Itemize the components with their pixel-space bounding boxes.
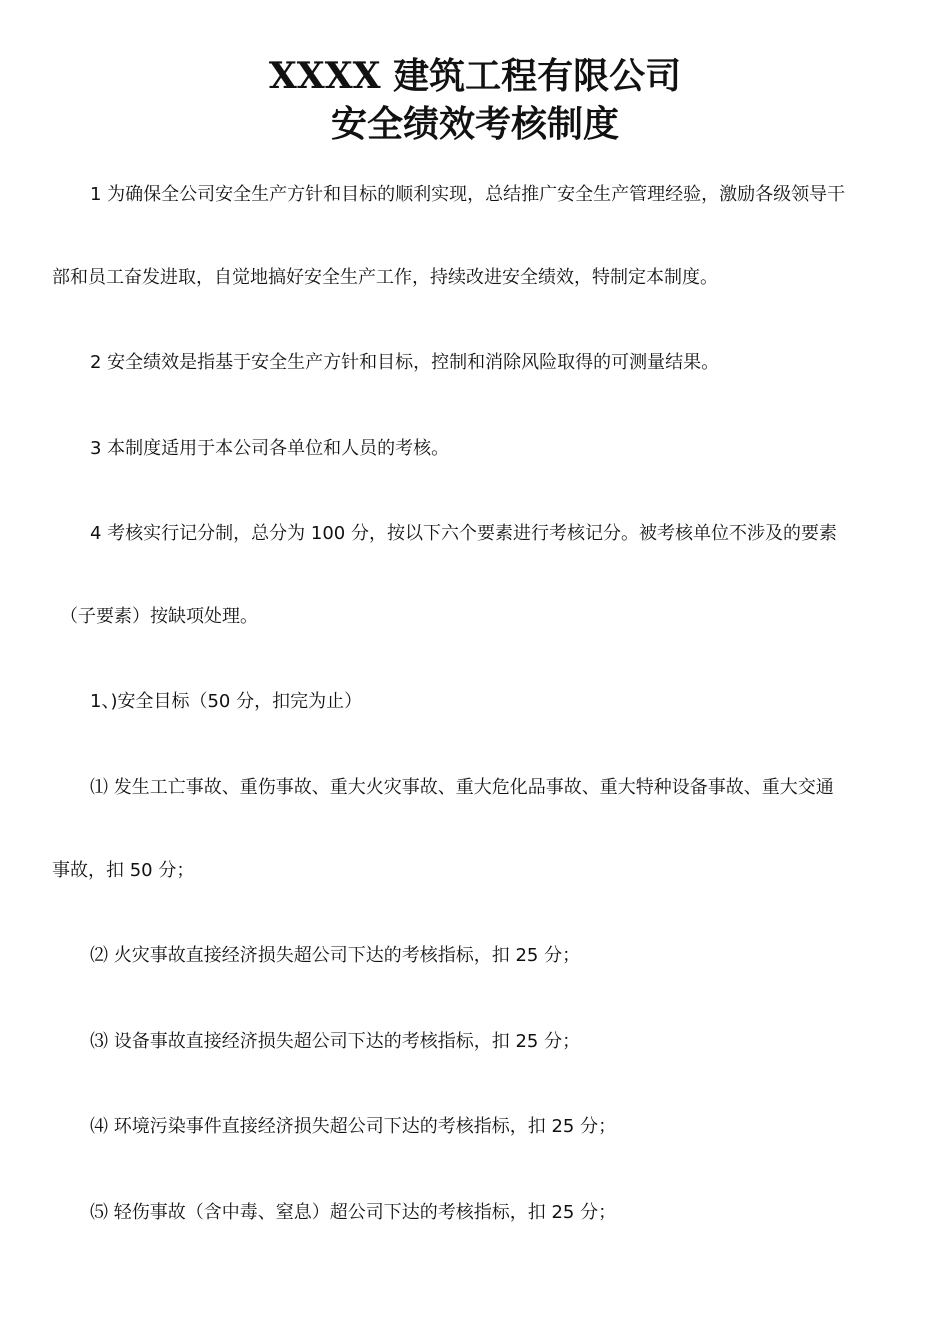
paragraph-4-line-1: 4 考核实行记分制，总分为 100 分，按以下六个要素进行考核记分。被考核单位不涉及的要素 (90, 523, 837, 544)
item-4: ⑷ 环境污染事件直接经济损失超公司下达的考核指标，扣 25 分； (90, 1116, 617, 1137)
paragraph-3: 3 本制度适用于本公司各单位和人员的考核。 (90, 438, 450, 459)
paragraph-2: 2 安全绩效是指基于安全生产方针和目标，控制和消除风险取得的可测量结果。 (90, 352, 720, 373)
item-5: ⑸ 轻伤事故（含中毒、窒息）超公司下达的考核指标，扣 25 分； (90, 1202, 617, 1223)
item-1-line-2: 事故，扣 50 分； (52, 860, 195, 881)
item-1-line-1: ⑴ 发生工亡事故、重伤事故、重大火灾事故、重大危化品事故、重大特种设备事故、重大交通 (90, 777, 834, 798)
section-heading-safety-target: 1、)安全目标（50 分，扣完为止） (90, 691, 363, 712)
document-title-company: XXXX 建筑工程有限公司 (268, 55, 682, 97)
document-title-policy: 安全绩效考核制度 (330, 103, 619, 145)
item-2: ⑵ 火灾事故直接经济损失超公司下达的考核指标，扣 25 分； (90, 945, 581, 966)
paragraph-1-line-1: 1 为确保全公司安全生产方针和目标的顺利实现，总结推广安全生产管理经验，激励各级领导干 (90, 184, 846, 205)
paragraph-1-line-2: 部和员工奋发进取，自觉地搞好安全生产工作，持续改进安全绩效，特制定本制度。 (52, 267, 718, 288)
item-3: ⑶ 设备事故直接经济损失超公司下达的考核指标，扣 25 分； (90, 1031, 581, 1052)
paragraph-4-line-2: （子要素）按缺项处理。 (60, 606, 258, 627)
